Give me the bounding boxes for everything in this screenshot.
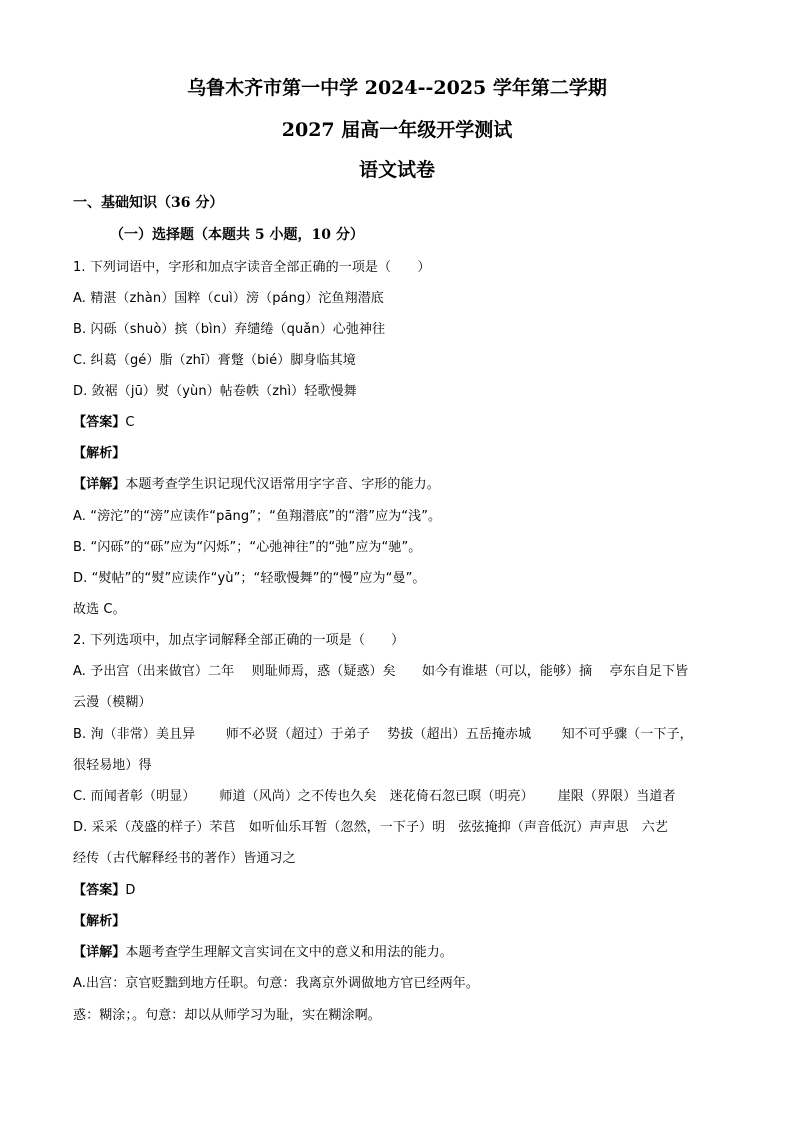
answer-tag: 【答案】 — [73, 415, 126, 430]
question-1-note-d: D. “熨帖”的“熨”应读作“yù”；“轻歌慢舞”的“慢”应为“曼”。 — [73, 571, 426, 586]
question-2-option-b: B. 洵（非常）美且异 师不必贤（超过）于弟子 势拔（超出）五岳掩赤城 知不可乎骤（一下子， — [73, 727, 693, 742]
section-subheading: （一）选择题（本题共 5 小题，10 分） — [110, 227, 364, 243]
answer-value: C — [125, 415, 135, 430]
question-2-detail — [73, 941, 453, 960]
exam-title-subject: 语文试卷 — [358, 159, 435, 181]
question-2-option-a: A. 予出宫（出来做官）二年 则耻师焉，惑（疑惑）矣 如今有谁堪（可以，能够）摘 亭东自足下皆 — [73, 664, 689, 679]
question-1-note-b: B. “闪砾”的“砾”应为“闪烁”；“心弛神往”的“弛”应为“驰”。 — [73, 540, 422, 555]
question-2-option-b-cont: 很轻易地）得 — [73, 758, 152, 773]
question-2-note-a: A.出宫：京官贬黜到地方任职。句意：我离京外调做地方官已经两年。 — [73, 976, 479, 991]
question-2-note-huo: 惑：糊涂；。句意：却以从师学习为耻，实在糊涂啊。 — [73, 1008, 381, 1023]
question-1-option-a: A. 精湛（zhàn）国粹（cuì）滂（páng）沱鱼翔潜底 — [73, 291, 384, 306]
question-1-detail — [73, 473, 440, 492]
question-1-analysis-tag: 【解析】 — [73, 446, 126, 461]
question-1-conclusion: 故选 C。 — [73, 602, 126, 617]
question-1-note-a: A. “滂沱”的“滂”应读作“pāng”；“鱼翔潜底”的“潜”应为“浅”。 — [73, 509, 442, 524]
detail-text: 本题考查学生识记现代汉语常用字字音、字形的能力。 — [125, 477, 440, 492]
question-1-option-d: D. 敛裾（jū）熨（yùn）帖卷帙（zhì）轻歌慢舞 — [73, 384, 357, 399]
detail-tag: 【详解】 — [73, 477, 126, 492]
answer-tag: 【答案】 — [73, 883, 126, 898]
question-2-answer — [73, 879, 136, 898]
question-2-analysis-tag: 【解析】 — [73, 914, 126, 929]
question-2-option-a-cont: 云漫（模糊） — [73, 695, 152, 710]
question-2-option-d-cont: 经传（古代解释经书的著作）皆通习之 — [73, 851, 296, 866]
section-heading: 一、基础知识（36 分） — [73, 195, 224, 211]
question-2-option-d: D. 采采（茂盛的样子）芣苢 如听仙乐耳暂（忽然，一下子）明 弦弦掩抑（声音低沉）声声思 六艺 — [73, 820, 668, 835]
detail-tag: 【详解】 — [73, 945, 126, 960]
question-1-stem: 1. 下列词语中，字形和加点字读音全部正确的一项是（ ） — [73, 260, 431, 275]
exam-title-school: 乌鲁木齐市第一中学 2024--2025 学年第二学期 — [187, 77, 607, 99]
answer-value: D — [125, 883, 136, 898]
detail-text: 本题考查学生理解文言实词在文中的意义和用法的能力。 — [125, 945, 453, 960]
question-1-option-b: B. 闪砾（shuò）摈（bìn）弃缱绻（quǎn）心弛神往 — [73, 322, 386, 337]
question-2-option-c: C. 而闻者彰（明显） 师道（风尚）之不传也久矣 迷花倚石忽已暝（明亮） 崖限（界限）当道者 — [73, 789, 676, 804]
exam-title-grade: 2027 届高一年级开学测试 — [281, 119, 513, 141]
question-2-stem: 2. 下列选项中，加点字词解释全部正确的一项是（ ） — [73, 633, 405, 648]
question-1-answer — [73, 411, 135, 430]
question-1-option-c: C. 纠葛（gé）脂（zhī）膏蹩（bié）脚身临其境 — [73, 353, 356, 368]
